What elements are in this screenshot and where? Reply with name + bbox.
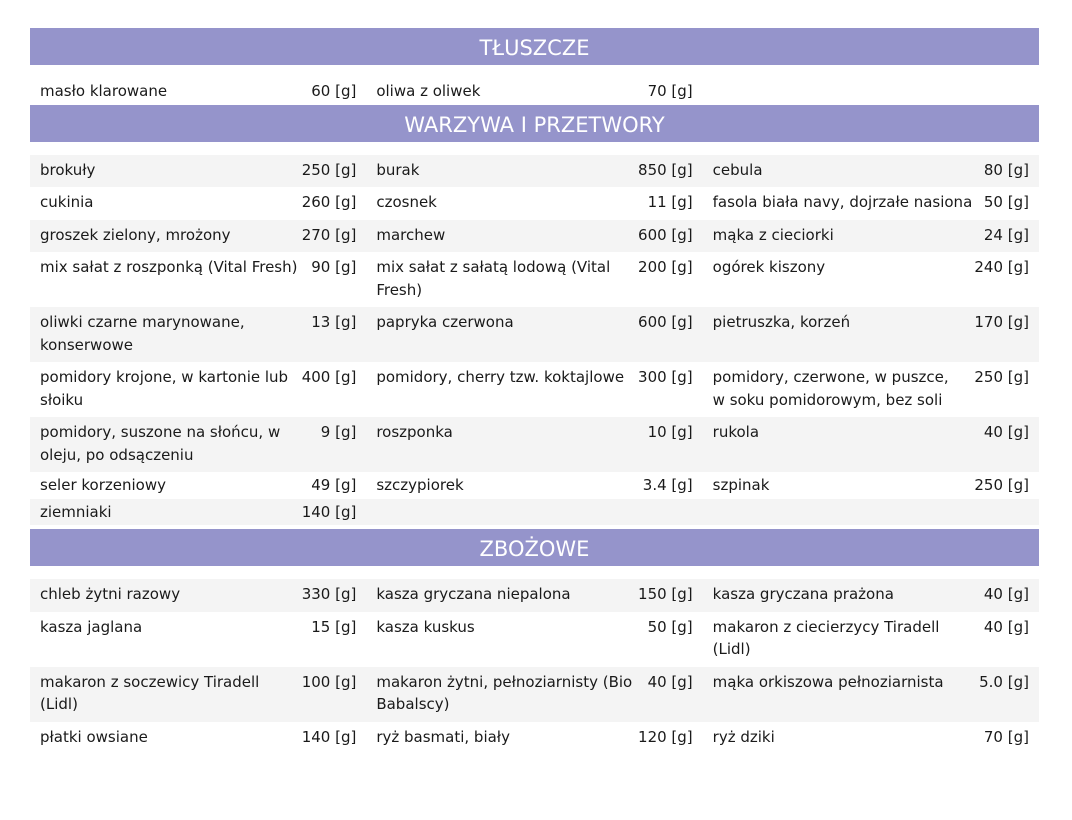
item-quantity: 400 [g] bbox=[301, 368, 357, 386]
table-row bbox=[30, 612, 1039, 667]
item-name: kasza gryczana prażona bbox=[712, 585, 894, 603]
section-items bbox=[30, 142, 1039, 526]
list-item bbox=[30, 417, 366, 472]
item-quantity: 140 [g] bbox=[301, 502, 357, 521]
item-quantity: 70 [g] bbox=[983, 727, 1029, 746]
item-name: roszponka bbox=[376, 423, 453, 441]
item-quantity: 250 [g] bbox=[974, 476, 1029, 494]
list-item bbox=[30, 499, 366, 526]
item-name: brokuły bbox=[40, 160, 96, 179]
list-item bbox=[703, 499, 1039, 503]
item-quantity: 90 [g] bbox=[311, 258, 357, 276]
item-quantity: 50 [g] bbox=[983, 193, 1029, 211]
item-quantity: 240 [g] bbox=[974, 258, 1029, 276]
table-row bbox=[30, 307, 1039, 362]
list-item bbox=[30, 187, 366, 220]
item-quantity: 140 [g] bbox=[301, 727, 357, 746]
item-quantity: 40 [g] bbox=[983, 617, 1029, 636]
list-item bbox=[703, 722, 1039, 755]
item-quantity: 170 [g] bbox=[974, 313, 1029, 331]
item-quantity: 150 [g] bbox=[638, 585, 693, 603]
table-row bbox=[30, 667, 1039, 722]
section-title: ZBOŻOWE bbox=[30, 529, 1039, 566]
item-quantity: 100 [g] bbox=[301, 672, 357, 691]
item-name: mix sałat z roszponką (Vital Fresh) bbox=[40, 258, 298, 276]
list-item bbox=[30, 252, 366, 285]
item-name: makaron z soczewicy Tiradell (Lidl) bbox=[40, 672, 260, 713]
list-item bbox=[366, 362, 702, 395]
item-name: mąka orkiszowa pełnoziarnista bbox=[712, 672, 944, 691]
section-title: WARZYWA I PRZETWORY bbox=[30, 105, 1039, 142]
item-name: ziemniaki bbox=[40, 502, 112, 521]
list-item bbox=[366, 499, 702, 503]
item-name: chleb żytni razowy bbox=[40, 585, 181, 603]
section-items bbox=[30, 566, 1039, 754]
table-row bbox=[30, 472, 1039, 499]
table-row bbox=[30, 252, 1039, 307]
item-name: fasola biała navy, dojrzałe nasiona bbox=[712, 193, 973, 211]
item-quantity: 600 [g] bbox=[638, 313, 693, 331]
item-name: kasza gryczana niepalona bbox=[376, 585, 571, 603]
item-name: ryż dziki bbox=[712, 727, 775, 746]
item-quantity: 850 [g] bbox=[638, 160, 693, 179]
item-quantity: 250 [g] bbox=[301, 160, 357, 179]
list-item bbox=[30, 472, 366, 499]
list-item bbox=[366, 187, 702, 220]
list-item bbox=[30, 722, 366, 755]
list-item bbox=[703, 667, 1039, 700]
item-name: czosnek bbox=[376, 193, 437, 211]
list-item bbox=[366, 252, 702, 307]
list-item bbox=[30, 307, 366, 362]
table-row bbox=[30, 220, 1039, 253]
item-quantity: 40 [g] bbox=[983, 423, 1029, 441]
item-name: seler korzeniowy bbox=[40, 476, 166, 494]
item-quantity: 10 [g] bbox=[647, 423, 693, 441]
list-item bbox=[703, 362, 1039, 417]
item-quantity: 40 [g] bbox=[647, 672, 693, 691]
list-item bbox=[703, 187, 1039, 220]
item-quantity: 250 [g] bbox=[974, 368, 1029, 386]
item-quantity: 5.0 [g] bbox=[979, 672, 1029, 691]
table-row bbox=[30, 78, 1039, 105]
item-name: rukola bbox=[712, 423, 760, 441]
item-quantity: 70 [g] bbox=[647, 82, 693, 100]
list-item bbox=[366, 307, 702, 340]
item-quantity: 260 [g] bbox=[301, 193, 357, 211]
list-item bbox=[703, 472, 1039, 499]
list-item bbox=[366, 78, 702, 105]
table-row bbox=[30, 155, 1039, 188]
item-name: papryka czerwona bbox=[376, 313, 514, 331]
list-item bbox=[703, 307, 1039, 340]
item-quantity: 60 [g] bbox=[311, 82, 357, 100]
list-item bbox=[703, 612, 1039, 667]
item-name: marchew bbox=[376, 225, 446, 244]
table-row bbox=[30, 187, 1039, 220]
item-quantity: 200 [g] bbox=[638, 258, 693, 276]
item-quantity: 13 [g] bbox=[311, 313, 357, 331]
item-name: płatki owsiane bbox=[40, 727, 148, 746]
item-quantity: 50 [g] bbox=[647, 617, 693, 636]
list-item bbox=[30, 155, 366, 188]
list-item bbox=[366, 220, 702, 253]
shopping-list-sheet bbox=[30, 28, 1039, 754]
item-quantity: 49 [g] bbox=[311, 476, 357, 494]
item-name: kasza kuskus bbox=[376, 617, 475, 636]
item-quantity: 330 [g] bbox=[301, 585, 357, 603]
list-item bbox=[30, 220, 366, 253]
list-item bbox=[366, 612, 702, 645]
table-row bbox=[30, 417, 1039, 472]
item-name: pomidory, suszone na słońcu, w oleju, po odsączeniu bbox=[40, 423, 281, 464]
list-item bbox=[30, 667, 366, 722]
item-name: mąka z cieciorki bbox=[712, 225, 834, 244]
item-name: kasza jaglana bbox=[40, 617, 143, 636]
item-quantity: 600 [g] bbox=[638, 225, 693, 244]
list-item bbox=[703, 252, 1039, 285]
item-name: cebula bbox=[712, 160, 763, 179]
item-name: szpinak bbox=[712, 476, 770, 494]
section-fats bbox=[30, 28, 1039, 105]
list-item bbox=[703, 417, 1039, 450]
item-quantity: 300 [g] bbox=[638, 368, 693, 386]
section-title: TŁUSZCZE bbox=[30, 28, 1039, 65]
item-name: mix sałat z sałatą lodową (Vital Fresh) bbox=[376, 258, 611, 299]
list-item bbox=[366, 155, 702, 188]
item-quantity: 270 [g] bbox=[301, 225, 357, 244]
list-item bbox=[366, 667, 702, 722]
item-quantity: 24 [g] bbox=[983, 225, 1029, 244]
item-name: pomidory krojone, w kartonie lub słoiku bbox=[40, 368, 289, 409]
item-quantity: 80 [g] bbox=[983, 160, 1029, 179]
item-quantity: 120 [g] bbox=[638, 727, 693, 746]
item-name: ogórek kiszony bbox=[712, 258, 826, 276]
table-row bbox=[30, 362, 1039, 417]
list-item bbox=[703, 220, 1039, 253]
section-items bbox=[30, 65, 1039, 105]
list-item bbox=[366, 579, 702, 612]
item-quantity: 11 [g] bbox=[647, 193, 693, 211]
list-item bbox=[366, 417, 702, 450]
list-item bbox=[30, 78, 366, 105]
item-quantity: 40 [g] bbox=[983, 585, 1029, 603]
table-row bbox=[30, 499, 1039, 526]
list-item bbox=[366, 472, 702, 499]
item-name: groszek zielony, mrożony bbox=[40, 225, 231, 244]
list-item bbox=[703, 579, 1039, 612]
section-vegetables bbox=[30, 105, 1039, 526]
item-name: szczypiorek bbox=[376, 476, 464, 494]
item-name: makaron z ciecierzycy Tiradell (Lidl) bbox=[712, 617, 940, 658]
list-item bbox=[30, 579, 366, 612]
item-name: cukinia bbox=[40, 193, 94, 211]
item-quantity: 15 [g] bbox=[311, 617, 357, 636]
item-name: oliwki czarne marynowane, konserwowe bbox=[40, 313, 245, 354]
list-item bbox=[703, 155, 1039, 188]
item-name: pietruszka, korzeń bbox=[712, 313, 851, 331]
table-row bbox=[30, 722, 1039, 755]
section-grains bbox=[30, 529, 1039, 754]
item-name: burak bbox=[376, 160, 420, 179]
item-name: makaron żytni, pełnoziarnisty (Bio Babalscy) bbox=[376, 672, 633, 713]
list-item bbox=[30, 612, 366, 645]
item-name: masło klarowane bbox=[40, 82, 168, 100]
item-name: oliwa z oliwek bbox=[376, 82, 481, 100]
item-name: pomidory, czerwone, w puszce, w soku pomidorowym, bez soli bbox=[712, 368, 949, 409]
item-name: ryż basmati, biały bbox=[376, 727, 510, 746]
list-item bbox=[366, 722, 702, 755]
item-quantity: 9 [g] bbox=[320, 423, 357, 441]
table-row bbox=[30, 579, 1039, 612]
item-quantity: 3.4 [g] bbox=[642, 476, 693, 494]
list-item bbox=[30, 362, 366, 417]
item-name: pomidory, cherry tzw. koktajlowe bbox=[376, 368, 625, 386]
list-item bbox=[703, 78, 1039, 82]
